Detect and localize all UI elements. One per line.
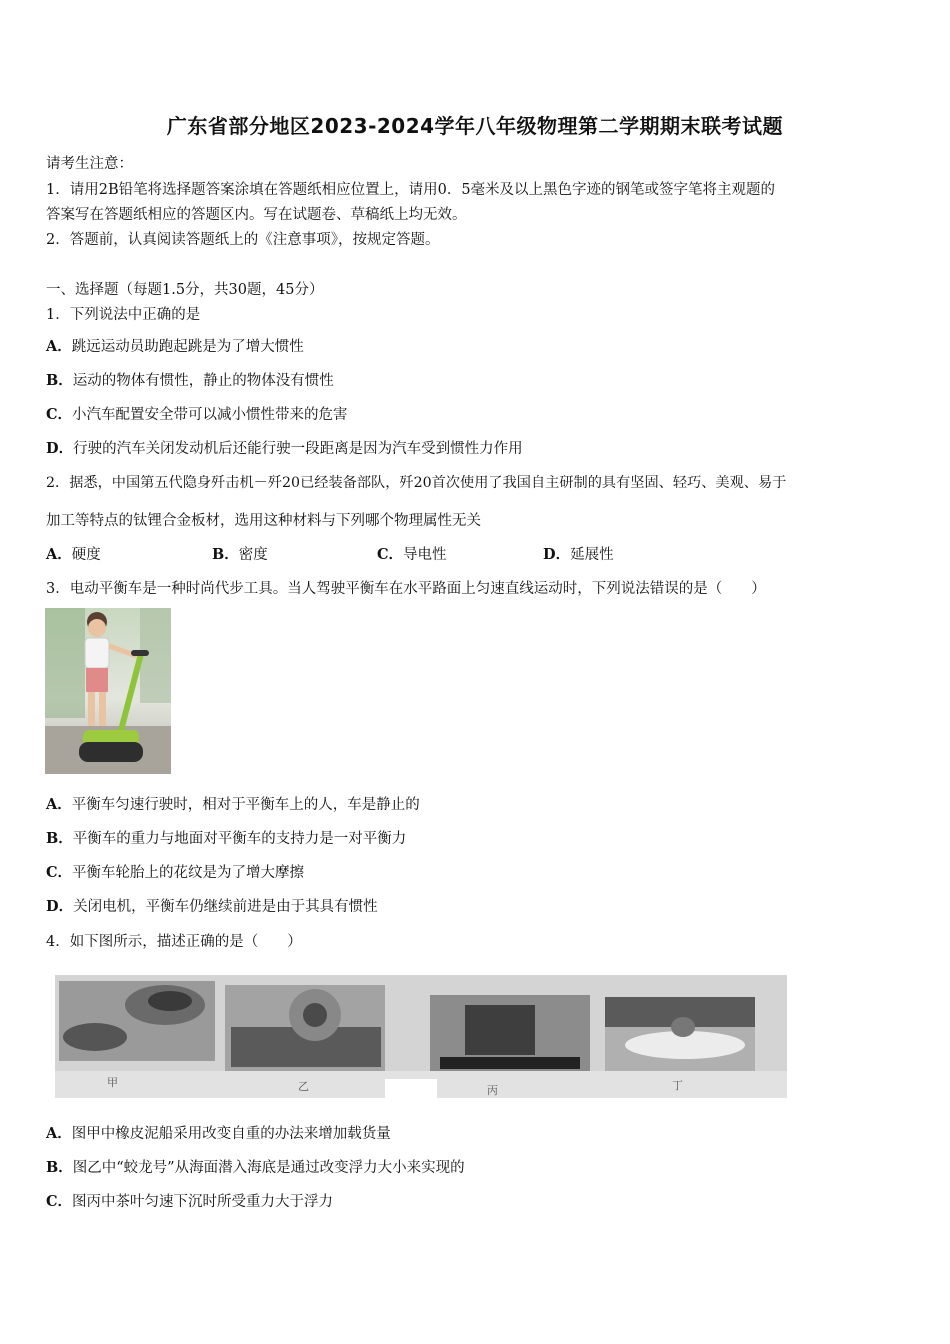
question-2-option-d — [543, 543, 614, 564]
option-text: 小汽车配置安全带可以减小惯性带来的危害 — [72, 407, 348, 423]
page-title: 广东省部分地区2023-2024学年八年级物理第二学期期末联考试题 — [166, 114, 784, 138]
question-3-option-c — [46, 861, 304, 882]
question-1-option-b — [46, 369, 334, 390]
question-3-option-d — [46, 895, 378, 916]
option-key: C． — [377, 546, 404, 563]
question-1-stem: 1．下列说法中正确的是 — [46, 307, 201, 323]
question-2-stem-line-2: 加工等特点的钛锂合金板材，选用这种材料与下列哪个物理属性无关 — [46, 513, 481, 529]
buoyancy-figure — [55, 975, 787, 1098]
notice-line-3: 2．答题前，认真阅读答题纸上的《注意事项》，按规定答题。 — [46, 232, 440, 248]
option-text: 图丙中茶叶匀速下沉时所受重力大于浮力 — [72, 1194, 334, 1210]
question-2-option-c — [377, 543, 447, 564]
option-key: A． — [46, 338, 72, 355]
option-text: 图乙中“蛟龙号”从海面潜入海底是通过改变浮力大小来实现的 — [72, 1160, 465, 1176]
option-key: B． — [46, 1159, 73, 1176]
option-key: A． — [46, 1125, 72, 1142]
option-text: 平衡车轮胎上的花纹是为了增大摩擦 — [72, 865, 305, 881]
question-1-option-d — [46, 437, 523, 458]
option-text: 运动的物体有惯性，静止的物体没有惯性 — [72, 373, 334, 389]
option-key: A． — [46, 546, 72, 563]
notice-heading: 请考生注意： — [46, 156, 133, 172]
option-text: 导电性 — [403, 547, 447, 563]
option-text: 图甲中橡皮泥船采用改变自重的办法来增加载货量 — [71, 1126, 391, 1142]
question-4-stem: 4．如下图所示，描述正确的是（ ） — [46, 934, 302, 950]
option-text: 跳远运动员助跑起跳是为了增大惯性 — [71, 339, 304, 355]
option-key: B． — [212, 546, 239, 563]
option-key: B． — [46, 830, 73, 847]
option-key: D． — [46, 898, 74, 915]
option-text: 延展性 — [570, 547, 614, 563]
figure-label-yi: 乙 — [298, 1080, 309, 1093]
question-4-option-c — [46, 1190, 333, 1211]
option-text: 平衡车的重力与地面对平衡车的支持力是一对平衡力 — [72, 831, 407, 847]
option-text: 关闭电机，平衡车仍继续前进是由于其具有惯性 — [73, 899, 378, 915]
question-3-stem: 3．电动平衡车是一种时尚代步工具。当人驾驶平衡车在水平路面上匀速直线运动时，下列说法错误的是（ ） — [46, 581, 766, 597]
option-text: 行驶的汽车关闭发动机后还能行驶一段距离是因为汽车受到惯性力作用 — [73, 441, 523, 457]
option-text: 密度 — [238, 547, 268, 563]
figure-label-jia: 甲 — [107, 1076, 118, 1089]
balance-scooter-photo — [45, 608, 171, 774]
question-4-option-b — [46, 1156, 465, 1177]
figure-label-ding: 丁 — [672, 1079, 683, 1092]
notice-line-2: 答案写在答题纸相应的答题区内。写在试题卷、草稿纸上均无效。 — [46, 207, 467, 223]
option-text: 平衡车匀速行驶时，相对于平衡车上的人，车是静止的 — [71, 797, 420, 813]
option-key: D． — [46, 440, 74, 457]
option-key: C． — [46, 406, 73, 423]
question-2-stem-line-1: 2．据悉，中国第五代隐身歼击机－歼20已经装备部队，歼20首次使用了我国自主研制的具有坚固、轻巧、美观、易于 — [46, 475, 787, 491]
option-key: C． — [46, 1193, 73, 1210]
option-key: C． — [46, 864, 73, 881]
question-3-option-b — [46, 827, 406, 848]
question-2-option-b — [212, 543, 268, 564]
question-1-option-c — [46, 403, 348, 424]
question-4-option-a — [46, 1122, 391, 1143]
notice-line-1: 1．请用2B铅笔将选择题答案涂填在答题纸相应位置上，请用0．5毫米及以上黑色字迹的钢笔或签字笔将主观题的 — [46, 182, 776, 198]
option-key: D． — [543, 546, 571, 563]
section-heading: 一、选择题（每题1.5分，共30题，45分） — [46, 282, 324, 298]
option-key: B． — [46, 372, 73, 389]
question-2-option-a — [46, 543, 101, 564]
figure-label-bing: 丙 — [487, 1084, 498, 1097]
question-1-option-a — [46, 335, 304, 356]
option-text: 硬度 — [71, 547, 101, 563]
question-3-option-a — [46, 793, 420, 814]
option-key: A． — [46, 796, 72, 813]
